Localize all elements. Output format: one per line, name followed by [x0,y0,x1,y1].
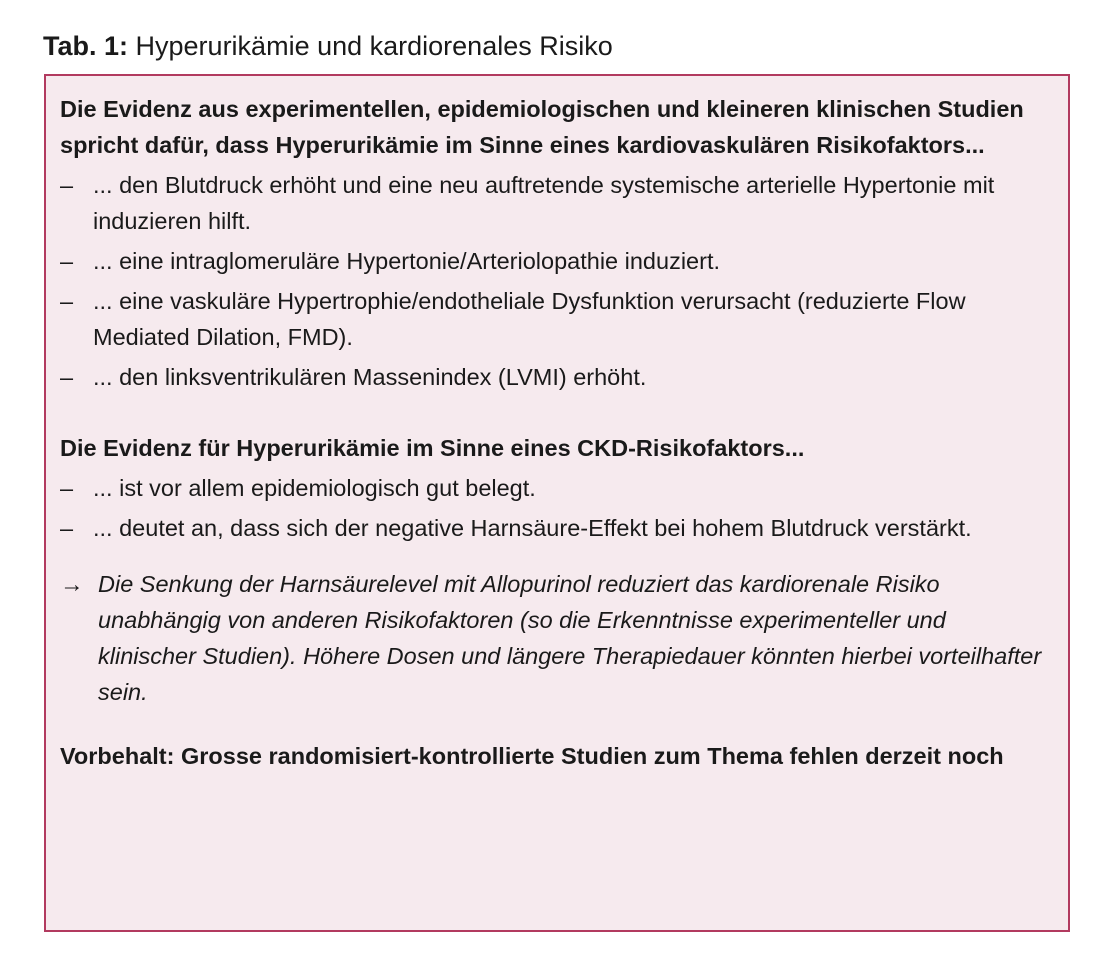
dash-marker: – [60,172,74,198]
section1-heading: Die Evidenz aus experimentellen, epidemiologischen und kleineren klinischen Studien spricht dafür, dass Hyperurikämie im Sinne eines kardiovaskulären Risikofaktors... [60,96,1024,158]
list-item [60,167,1048,239]
list-item [60,243,1048,279]
list-item-text: ... den linksventrikulären Massenindex (LVMI) erhöht. [93,364,647,390]
table-title: Hyperurikämie und kardiorenales Risiko [135,31,613,61]
table-box [44,74,1070,932]
list-item-text: ... eine vaskuläre Hypertrophie/endotheliale Dysfunktion verursacht (reduzierte Flow Mediated Dilation, FMD). [93,288,966,350]
conclusion-text: Die Senkung der Harnsäurelevel mit Allopurinol reduziert das kardiorenale Risiko unabhängig von anderen Risikofaktoren (so die Erkenntnisse experimenteller und klinischer Studien). Höhere Dosen und längere Therapiedauer könnten hierbei vorteilhafter sein. [98,571,1042,705]
list-item [60,283,1048,355]
list-item [60,470,1048,506]
section1-list [60,167,1048,395]
list-item [60,510,1048,546]
conclusion [60,566,1048,710]
table-label: Tab. 1: [43,31,129,61]
dash-marker: – [60,364,74,390]
dash-marker: – [60,288,74,314]
arrow-icon: → [60,571,84,597]
spacer [60,395,1048,430]
table-caption [43,28,613,64]
list-item-text: ... den Blutdruck erhöht und eine neu auftretende systemische arterielle Hypertonie mit induzieren hilft. [93,172,995,234]
list-item-text: ... ist vor allem epidemiologisch gut belegt. [93,475,536,501]
spacer [60,546,1048,566]
caveat-note: Vorbehalt: Grosse randomisiert-kontrollierte Studien zum Thema fehlen derzeit noch [60,743,1004,769]
dash-marker: – [60,475,74,501]
dash-marker: – [60,515,74,541]
spacer [60,710,1048,738]
list-item-text: ... eine intraglomeruläre Hypertonie/Arteriolopathie induziert. [93,248,720,274]
section2-heading: Die Evidenz für Hyperurikämie im Sinne eines CKD-Risikofaktors... [60,435,805,461]
section2-list [60,470,1048,546]
list-item-text: ... deutet an, dass sich der negative Harnsäure-Effekt bei hohem Blutdruck verstärkt. [93,515,972,541]
list-item [60,359,1048,395]
dash-marker: – [60,248,74,274]
